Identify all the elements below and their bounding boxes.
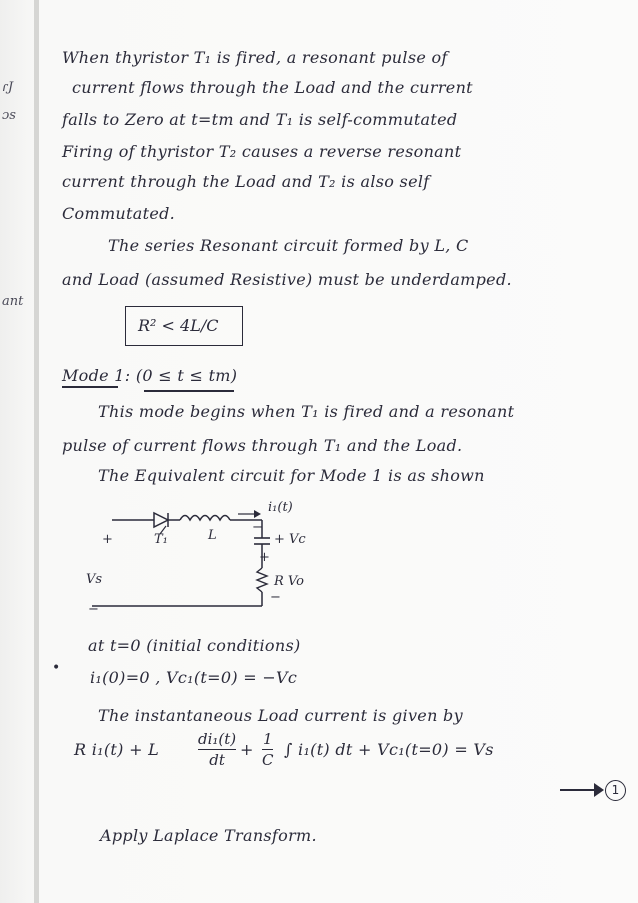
margin-fragment: ant <box>2 294 24 309</box>
text-line: When thyristor T₁ is fired, a resonant pulse of <box>62 48 448 67</box>
resistor-icon <box>257 568 267 592</box>
text-line: The Equivalent circuit for Mode 1 is as shown <box>98 466 485 485</box>
thyristor-label: T₁ <box>154 532 168 547</box>
underdamped-condition-box <box>125 306 243 346</box>
capacitance-denominator: C <box>262 751 274 770</box>
margin-fragment: ɾJ <box>2 80 14 95</box>
capacitor-label: + Vc <box>274 532 306 547</box>
text-line: current flows through the Load and the current <box>72 78 473 97</box>
capacitor-minus-sign: − <box>252 520 263 535</box>
equation-part: ∫ i₁(t) dt + Vc₁(t=0) = Vs <box>284 740 494 759</box>
equation-part: R i₁(t) + L <box>74 740 160 759</box>
derivative-fraction <box>198 730 236 769</box>
text-line: Commutated. <box>62 204 176 223</box>
resistor-plus-sign: + <box>259 550 270 565</box>
capacitance-numerator: 1 <box>262 730 273 748</box>
inductor-label: L <box>208 528 217 543</box>
equivalent-circuit-diagram <box>80 492 310 626</box>
source-label: Vs <box>86 572 103 587</box>
derivative-denominator: dt <box>209 751 225 770</box>
text-line: falls to Zero at t=tm and T₁ is self-commutated <box>62 110 458 129</box>
derivative-numerator: di₁(t) <box>198 730 237 748</box>
mode-heading-underline <box>62 386 118 388</box>
text-line: and Load (assumed Resistive) must be underdamped. <box>62 270 512 289</box>
notebook-spine <box>34 0 39 903</box>
text-line: at t=0 (initial conditions) <box>88 636 301 655</box>
equation-number: 1 <box>605 780 626 801</box>
resistor-minus-sign: − <box>270 590 281 605</box>
text-line: The instantaneous Load current is given by <box>98 706 463 725</box>
source-minus-sign: − <box>88 602 99 617</box>
mode-range-underline <box>144 390 234 392</box>
text-line: This mode begins when T₁ is fired and a resonant <box>98 402 515 421</box>
resistor-label: R Vo <box>274 574 304 589</box>
underdamped-condition: R² < 4L/C <box>138 316 219 335</box>
inductor-icon <box>180 516 230 521</box>
text-line: current through the Load and T₂ is also self <box>62 172 430 191</box>
text-line: Firing of thyristor T₂ causes a reverse resonant <box>62 142 462 161</box>
current-arrow-head <box>254 510 261 518</box>
thyristor-icon <box>154 513 168 527</box>
source-plus-sign: + <box>102 532 113 547</box>
bullet-mark: • <box>52 660 61 676</box>
current-label: i₁(t) <box>268 500 293 515</box>
mode-heading: Mode 1: (0 ≤ t ≤ tm) <box>62 366 238 385</box>
text-line: The series Resonant circuit formed by L, C <box>108 236 469 255</box>
text-line: pulse of current flows through T₁ and the Load. <box>62 436 463 455</box>
text-line: Apply Laplace Transform. <box>100 826 317 845</box>
equation-arrow-head <box>594 783 604 797</box>
margin-fragment: ɔs <box>2 108 16 123</box>
initial-conditions: i₁(0)=0 , Vc₁(t=0) = −Vc <box>90 668 298 687</box>
equation-part: + <box>240 740 254 759</box>
capacitance-fraction <box>262 730 273 769</box>
